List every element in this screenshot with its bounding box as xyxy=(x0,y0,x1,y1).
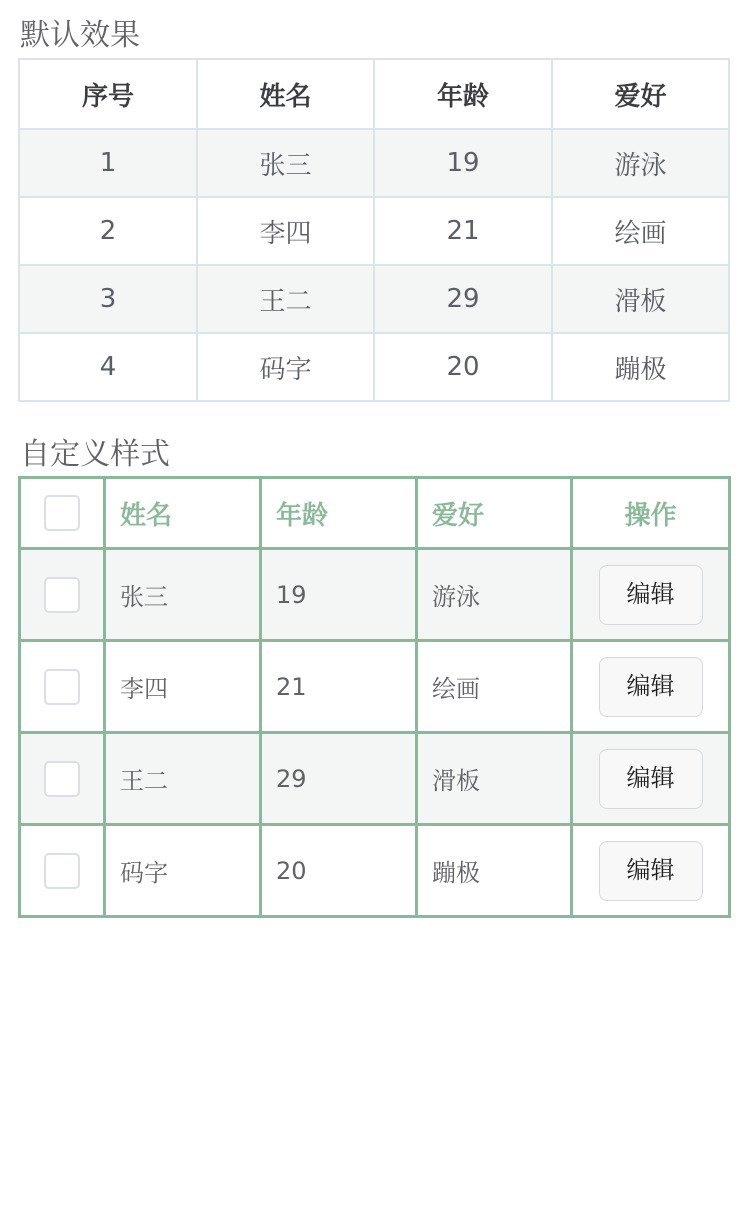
cell-name: 码字 xyxy=(197,333,374,401)
header-index: 序号 xyxy=(19,59,197,129)
custom-table xyxy=(18,476,731,918)
cell-age: 19 xyxy=(374,129,552,197)
cell-select xyxy=(20,549,105,641)
header-age: 年龄 xyxy=(261,478,417,549)
cell-select xyxy=(20,825,105,917)
cell-age: 21 xyxy=(261,641,417,733)
table-row xyxy=(19,333,729,401)
cell-hobby: 游泳 xyxy=(417,549,572,641)
row-checkbox[interactable] xyxy=(44,577,80,613)
cell-name: 码字 xyxy=(105,825,261,917)
cell-index: 2 xyxy=(19,197,197,265)
custom-section-title: 自定义样式 xyxy=(20,437,170,472)
default-table xyxy=(18,58,730,402)
header-select-all xyxy=(20,478,105,549)
cell-age: 19 xyxy=(261,549,417,641)
cell-name: 王二 xyxy=(105,733,261,825)
header-name: 姓名 xyxy=(105,478,261,549)
cell-age: 20 xyxy=(374,333,552,401)
table-row xyxy=(20,641,730,733)
table-row xyxy=(19,197,729,265)
edit-button[interactable]: 编辑 xyxy=(599,841,703,901)
cell-name: 张三 xyxy=(105,549,261,641)
cell-age: 21 xyxy=(374,197,552,265)
cell-hobby: 蹦极 xyxy=(417,825,572,917)
header-hobby: 爱好 xyxy=(552,59,729,129)
cell-name: 李四 xyxy=(197,197,374,265)
select-all-checkbox[interactable] xyxy=(44,495,80,531)
header-age: 年龄 xyxy=(374,59,552,129)
cell-actions xyxy=(572,825,730,917)
custom-table-header-row xyxy=(20,478,730,549)
cell-hobby: 滑板 xyxy=(417,733,572,825)
header-hobby: 爱好 xyxy=(417,478,572,549)
cell-hobby: 游泳 xyxy=(552,129,729,197)
table-row xyxy=(19,265,729,333)
edit-button[interactable]: 编辑 xyxy=(599,657,703,717)
header-name: 姓名 xyxy=(197,59,374,129)
default-section-title: 默认效果 xyxy=(20,18,140,53)
cell-index: 3 xyxy=(19,265,197,333)
cell-actions xyxy=(572,733,730,825)
cell-hobby: 蹦极 xyxy=(552,333,729,401)
table-row xyxy=(20,733,730,825)
cell-index: 4 xyxy=(19,333,197,401)
cell-age: 29 xyxy=(261,733,417,825)
edit-button[interactable]: 编辑 xyxy=(599,565,703,625)
cell-index: 1 xyxy=(19,129,197,197)
header-actions: 操作 xyxy=(572,478,730,549)
cell-select xyxy=(20,641,105,733)
cell-name: 张三 xyxy=(197,129,374,197)
edit-button[interactable]: 编辑 xyxy=(599,749,703,809)
row-checkbox[interactable] xyxy=(44,761,80,797)
cell-actions xyxy=(572,549,730,641)
table-row xyxy=(19,129,729,197)
cell-select xyxy=(20,733,105,825)
table-row xyxy=(20,549,730,641)
default-table-header-row xyxy=(19,59,729,129)
cell-hobby: 绘画 xyxy=(417,641,572,733)
cell-age: 29 xyxy=(374,265,552,333)
cell-hobby: 绘画 xyxy=(552,197,729,265)
cell-name: 李四 xyxy=(105,641,261,733)
cell-age: 20 xyxy=(261,825,417,917)
cell-name: 王二 xyxy=(197,265,374,333)
row-checkbox[interactable] xyxy=(44,853,80,889)
table-row xyxy=(20,825,730,917)
cell-actions xyxy=(572,641,730,733)
cell-hobby: 滑板 xyxy=(552,265,729,333)
row-checkbox[interactable] xyxy=(44,669,80,705)
